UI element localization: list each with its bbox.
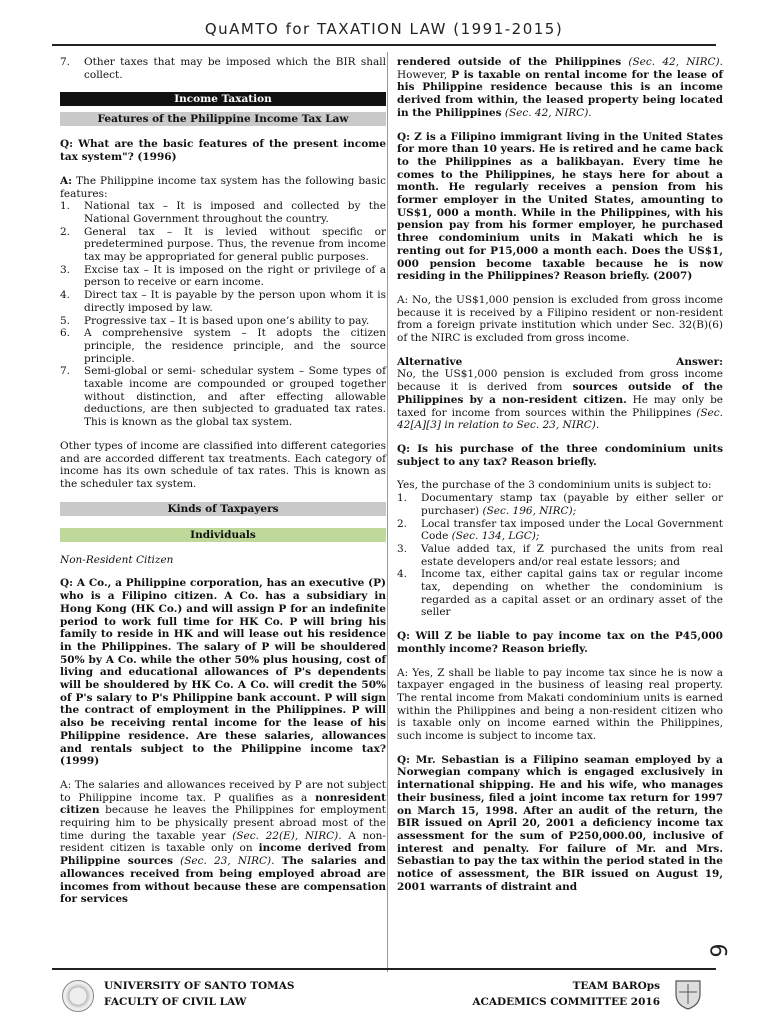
answer-3: A: No, the US$1,000 pension is excluded from gross income because it is received by a Filipino resident or non-resident from a foreign private institution which under Sec. 32(B)(6) of the NIRC is excluded from gross income. bbox=[397, 293, 723, 345]
question-5: Q: Will Z be liable to pay income tax on the P45,000 monthly income? Reason briefly. bbox=[397, 630, 723, 655]
section-bar-income-taxation: Income Taxation bbox=[60, 92, 386, 106]
answer-5: A: Yes, Z shall be liable to pay income tax since he is now a taxpayer engaged in the business of leasing real property. The rental income from Makati condominium units is earned within the Philippines and being a non-resident citizen who is taxable only on income earned within the Philippines, such income is subject to income tax. bbox=[397, 666, 723, 743]
page-title: QuAMTO for TAXATION LAW (1991-2015) bbox=[204, 20, 564, 38]
page-number: 6 bbox=[704, 943, 730, 958]
subheading-nonresident: Non-Resident Citizen bbox=[60, 553, 174, 566]
right-column bbox=[397, 56, 723, 904]
list-item: 4. Income tax, either capital gains tax or regular income tax, depending on whether the condominium is regarded as a capital asset or an ordinary asset of the seller bbox=[397, 568, 723, 619]
question-4: Q: Is his purchase of the three condominium units subject to any tax? Reason briefly. bbox=[397, 442, 723, 468]
alternative-answer-label: Alternative Answer: bbox=[397, 355, 723, 368]
list-item: 5. Progressive tax – It is based upon one’s ability to pay. bbox=[60, 314, 370, 327]
page-footer bbox=[52, 968, 716, 1016]
question-3: Q: Z is a Filipino immigrant living in the United States for more than 10 years. He is retired and he came back to the Philippines as a balikbayan. Every time he comes to the Philippines, he stays here for about a month. He regularly receives a pension from his former employer in the United States, amounting to US$1, 000 a month. While in the Philippines, with his pension pay from his former employer, he purchased three condominium units in Makati which he is renting out for P15,000 a month each. Does the US$1, 000 pension become taxable because he is now residing in the Philippines? Reason briefly. (2007) bbox=[397, 130, 723, 283]
list-item: 1. National tax – It is imposed and collected by the National Government throughout the country. bbox=[60, 200, 386, 225]
section-bar-individuals: Individuals bbox=[60, 528, 386, 542]
list-item: 3. Excise tax – It is imposed on the right or privilege of a person to receive or earn income. bbox=[60, 263, 386, 289]
features-list bbox=[60, 200, 386, 429]
answer-1-intro: A: The Philippine income tax system has the following basic features: bbox=[60, 174, 386, 200]
answer-2: A: The salaries and allowances received by P are not subject to Philippine income tax. P qualifies as a nonresident citizen because he leaves the Philippines for employment requiring him to be physically present abroad most of the time during the taxable year (Sec. 22(E), NIRC). A non-resident citizen is taxable only on income derived from Philippine sources (Sec. 23, NIRC). The salaries and allowances received from being employed abroad are incomes from without because these are compensation for services bbox=[60, 778, 386, 906]
list-item: 1. Documentary stamp tax (payable by either seller or purchaser) (Sec. 196, NIRC); bbox=[397, 492, 723, 517]
list-item: 3. Value added tax, if Z purchased the units from real estate developers and/or real estate lessors; and bbox=[397, 542, 723, 568]
question-2: Q: A Co., a Philippine corporation, has an executive (P) who is a Filipino citizen. A Co. has a subsidiary in Hong Kong (HK Co.) and will assign P for an indefinite period to work full time for HK Co. P will bring his family to reside in HK and will lease out his residence in the Philippines. The salary of P will be shouldered 50% by A Co. while the other 50% plus housing, cost of living and educational allowances of P's dependents will be shouldered by HK Co. A Co. will credit the 50% of P's salary to P's Philippine bank account. P will sign the contract of employment in the Philippines. P will also be receiving rental income for the lease of his Philippine residence. Are these salaries, allowances and rentals subject to the Philippine income tax? (1999) bbox=[60, 577, 386, 768]
list-item: 2. Local transfer tax imposed under the Local Government Code (Sec. 134, LGC); bbox=[397, 517, 723, 543]
taxes-list bbox=[397, 492, 723, 619]
law-shield-icon bbox=[674, 978, 702, 1010]
list-item: 4. Direct tax – It is payable by the person upon whom it is directly imposed by law. bbox=[60, 289, 386, 314]
footer-left: UNIVERSITY OF SANTO TOMAS FACULTY OF CIVIL LAW bbox=[104, 980, 295, 1008]
answer-4-intro: Yes, the purchase of the 3 condominium units is subject to: bbox=[397, 479, 712, 492]
list-item: 6. A comprehensive system – It adopts the citizen principle, the residence principle, and the source principle. bbox=[60, 327, 386, 365]
other-taxes-list bbox=[60, 56, 386, 81]
alternative-answer: No, the US$1,000 pension is excluded from gross income because it is derived from sources outside of the Philippines by a non-resident citizen. He may only be taxed for income from sources within the Philippines (Sec. 42[A][3] in relation to Sec. 23, NIRC). bbox=[397, 368, 724, 432]
left-column bbox=[60, 56, 386, 917]
page-header bbox=[52, 16, 716, 46]
section-bar-kinds: Kinds of Taxpayers bbox=[60, 502, 386, 516]
other-types-paragraph: Other types of income are classified into different categories and are accorded different tax treatments. Each category of income has its own schedule of tax rates. This is known as the scheduler tax system. bbox=[60, 439, 386, 490]
column-divider bbox=[387, 52, 388, 972]
question-6: Q: Mr. Sebastian is a Filipino seaman employed by a Norwegian company which is engaged exclusively in international shipping. He and his wife, who manages their business, filed a joint income tax return for 1997 on March 15, 1998. After an audit of the return, the BIR issued on April 20, 2001 a deficiency income tax assessment for the sum of P250,000.00, inclusive of interest and penalty. For failure of Mr. and Mrs. Sebastian to pay the tax within the period stated in the notice of assessment, the BIR issued on August 19, 2001 warrants of distraint and bbox=[397, 753, 723, 893]
university-seal-icon bbox=[62, 980, 94, 1012]
list-item: 2. General tax – It is levied without specific or predetermined purpose. Thus, the revenue from income tax may be appropriated for general public purposes. bbox=[60, 225, 386, 264]
answer-2-continued: rendered outside of the Philippines (Sec. 42, NIRC). However, P is taxable on rental income for the lease of his Philippine residence because this is an income derived from within, the leased property being located in the Philippines (Sec. 42, NIRC). bbox=[397, 56, 723, 119]
section-bar-features: Features of the Philippine Income Tax Law bbox=[60, 112, 386, 126]
list-item: 7. Other taxes that may be imposed which the BIR shall collect. bbox=[60, 56, 386, 81]
footer-right: TEAM BAROps ACADEMICS COMMITTEE 2016 bbox=[472, 980, 660, 1008]
list-item: 7. Semi-global or semi- schedular system – Some types of taxable income are compounded or grouped together without distinction, and after effecting allowable deductions, are then subjected to graduated tax rates. This is known as the global tax system. bbox=[60, 365, 386, 429]
question-1: Q: What are the basic features of the present income tax system"? (1996) bbox=[60, 138, 386, 164]
